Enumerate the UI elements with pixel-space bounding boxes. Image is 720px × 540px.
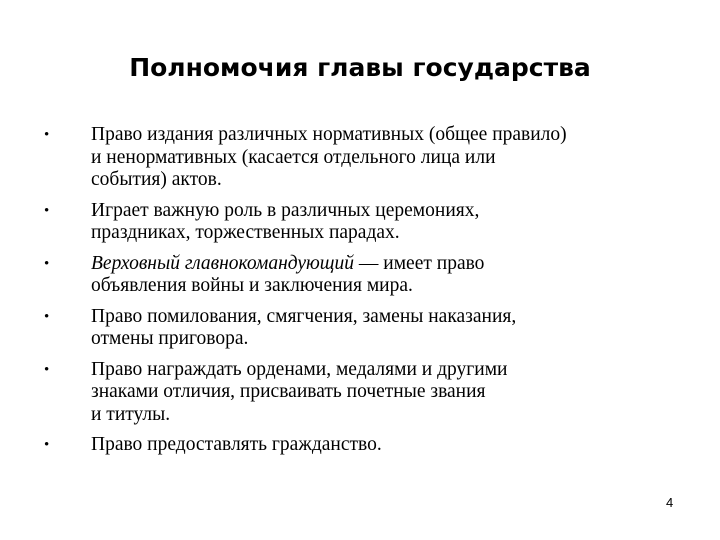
bullet-line bbox=[91, 253, 700, 276]
bullet-line: объявления войны и заключения мира. bbox=[91, 275, 413, 296]
bullet-item-ceremonies bbox=[0, 200, 720, 245]
bullet-line-rest: — имеет право bbox=[354, 252, 485, 274]
bullet-line: Право издания различных нормативных (общее правило) bbox=[91, 124, 567, 145]
bullet-line: Играет важную роль в различных церемониях, bbox=[91, 199, 480, 221]
slide-title: Полномочия главы государства bbox=[129, 53, 591, 82]
commander-in-chief-term: Верховный главнокомандующий bbox=[91, 252, 355, 274]
bullet-item-pardon bbox=[0, 306, 720, 351]
bullet-line: Право помилования, смягчения, замены наказания, bbox=[91, 305, 517, 327]
bullet-dot-icon: • bbox=[44, 361, 50, 378]
bullet-line: события) актов. bbox=[91, 169, 222, 190]
bullet-line: и титулы. bbox=[91, 403, 171, 425]
bullet-line: Право предоставлять гражданство. bbox=[91, 434, 382, 455]
bullet-line: знаками отличия, присваивать почетные звания bbox=[91, 381, 486, 402]
bullet-dot-icon: • bbox=[44, 202, 50, 219]
bullet-dot-icon: • bbox=[44, 437, 50, 453]
bullet-item-citizenship bbox=[0, 434, 720, 457]
bullet-line: праздниках, торжественных парадах. bbox=[91, 222, 400, 243]
bullet-item-commander-in-chief bbox=[0, 253, 720, 298]
bullet-dot-icon: • bbox=[44, 255, 50, 272]
bullet-line: отмены приговора. bbox=[91, 328, 249, 349]
bullet-line: Право награждать орденами, медалями и другими bbox=[91, 358, 508, 380]
bullet-item-legal-acts bbox=[0, 124, 720, 192]
bullet-list bbox=[0, 124, 720, 457]
bullet-dot-icon: • bbox=[44, 127, 50, 143]
bullet-dot-icon: • bbox=[44, 308, 50, 325]
bullet-line: и ненормативных (касается отдельного лица или bbox=[91, 146, 496, 168]
page-number: 4 bbox=[666, 495, 674, 510]
bullet-item-awards bbox=[0, 359, 720, 427]
